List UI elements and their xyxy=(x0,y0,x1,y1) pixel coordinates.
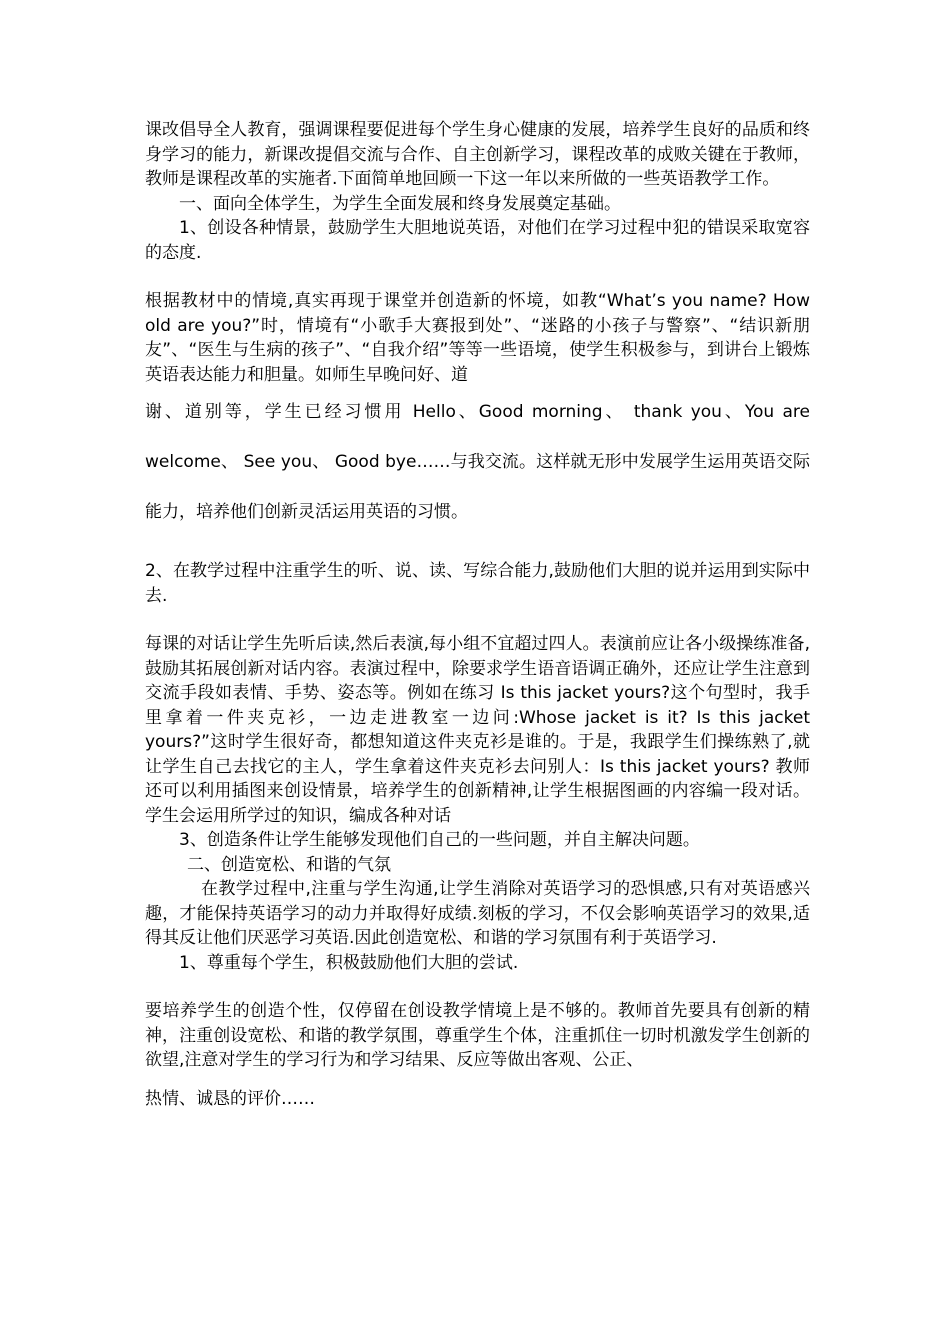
subheading-1-3: 3、创造条件让学生能够发现他们自己的一些问题，并自主解决问题。 xyxy=(179,830,700,850)
document-body xyxy=(145,118,810,1111)
subheading-1-2: 2、在教学过程中注重学生的听、说、读、写综合能力,鼓励他们大胆的说并运用到实际中去. xyxy=(145,561,810,606)
body-paragraph-3: 每课的对话让学生先听后读,然后表演,每小组不宜超过四人。表演前应让各小级操练准备,鼓励其拓展创新对话内容。表演过程中，除要求学生语音语调正确外，还应让学生注意到交流手段如表情、手势、姿态等。例如在练习 Is this jacket yours?这个句型时，我手里拿着一件夹克衫，一边走进教室一边问:Whose jacket is it? Is this jacket yours?”这时学生很好奇，都想知道这件夹克衫是谁的。于是，我跟学生们操练熟了,就让学生自己去找它的主人，学生拿着这件夹克衫去问别人：Is this jacket yours? 教师还可以利用插图来创设情景，培养学生的创新精神,让学生根据图画的内容编一段对话。学生会运用所学过的知识，编成各种对话 xyxy=(145,634,810,826)
spacer xyxy=(145,537,810,559)
subheading-1-1: 1、创设各种情景，鼓励学生大胆地说英语，对他们在学习过程中犯的错误采取宽容的态度. xyxy=(145,218,810,263)
section-heading-2: 二、创造宽松、和谐的气氛 xyxy=(187,854,391,875)
section-heading-1: 一、面向全体学生，为学生全面发展和终身发展奠定基础。 xyxy=(179,193,621,214)
body-paragraph-1: 根据教材中的情境,真实再现于课堂并创造新的怀境，如教“What’s you name? How old are you?”时，情境有“小歌手大赛报到处”、“迷路的小孩子与警察”、“结识新朋友”、“医生与生病的孩子”、“自我介绍”等等一些语境，使学生积极参与，到讲台上锻炼英语表达能力和胆量。如师生早晚问好、道 xyxy=(145,291,810,385)
body-paragraph-5: 要培养学生的创造个性，仅停留在创设教学情境上是不够的。教师首先要具有创新的精神，注重创设宽松、和谐的教学氛围，尊重学生个体，注重抓住一切时机激发学生创新的欲望,注意对学生的学习行为和学习结果、反应等做出客观、公正、 xyxy=(145,1001,810,1070)
spacer xyxy=(145,975,810,999)
subheading-2-1: 1、尊重每个学生，积极鼓励他们大胆的尝试. xyxy=(179,952,519,973)
body-paragraph-6: 热情、诚恳的评价…… xyxy=(145,1088,315,1109)
body-paragraph-4: 在教学过程中,注重与学生沟通,让学生消除对英语学习的恐惧感,只有对英语感兴趣，才能保持英语学习的动力并取得好成绩.刻板的学习，不仅会影响英语学习的效果,适得其反让他们厌恶学习英语.因此创造宽松、和谐的学习氛围有利于英语学习. xyxy=(145,879,810,948)
spacer xyxy=(145,608,810,632)
body-paragraph-2: 谢、道别等，学生已经习惯用 Hello、Good morning、 thank you、You are welcome、 See you、 Good bye……与我交流。这样就无形中发展学生运用英语交际能力，培养他们创新灵活运用英语的习惯。 xyxy=(145,402,810,522)
intro-paragraph: 课改倡导全人教育，强调课程要促进每个学生身心健康的发展，培养学生良好的品质和终身学习的能力，新课改提倡交流与合作、自主创新学习，课程改革的成败关键在于教师，教师是课程改革的实施者.下面简单地回顾一下这一年以来所做的一些英语教学工作。 xyxy=(145,120,810,189)
spacer xyxy=(145,265,810,289)
